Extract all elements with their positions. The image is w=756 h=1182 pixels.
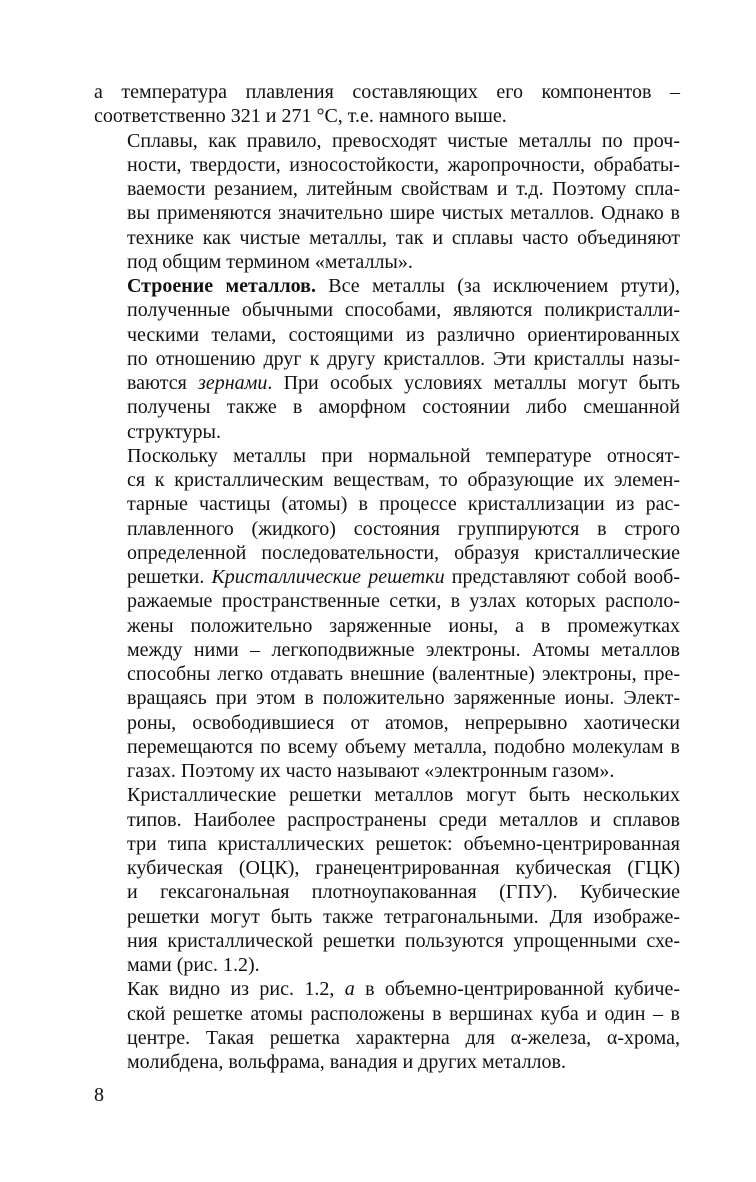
text-line: газах. Поэтому их часто называют «электронным газом». <box>127 760 615 782</box>
text-line: Сплавы, как правило, превосходят чистые металлы по проч- <box>127 129 680 152</box>
italic-term: зернами <box>198 372 268 394</box>
text-run: представляют собой вооб- <box>444 566 680 588</box>
text-line: ской решетке атомы расположены в вершинах куба и один – в <box>127 1002 680 1025</box>
text-line: определенной последовательности, образуя кристаллические <box>127 541 680 564</box>
paragraph-metal-structure <box>94 274 680 444</box>
text-line: соответственно 321 и 271 °С, т.е. намного выше. <box>94 105 507 128</box>
text-line: а температура плавления составляющих его компонентов – <box>94 81 680 103</box>
text-line <box>94 565 680 589</box>
text-line: Поскольку металлы при нормальной температуре относят- <box>127 444 680 467</box>
text-line: способны легко отдавать внешние (валентные) электроны, пре- <box>127 663 680 685</box>
text-line: тарные частицы (атомы) в процессе кристаллизации из рас- <box>127 493 680 516</box>
text-line: типов. Наиболее распространены среди металлов и сплавов <box>127 808 680 831</box>
text-line: по отношению друг к другу кристаллов. Эти кристаллы назы- <box>127 347 680 370</box>
text-line: структуры. <box>127 420 221 443</box>
text-line: технике как чистые металлы, так и сплавы часто объединяют <box>127 226 680 249</box>
text-line: роны, освободившиеся от атомов, непрерывно хаотически <box>127 711 680 734</box>
text-line: плавленного (жидкого) состояния группируются в строго <box>127 517 680 540</box>
text-line: и гексагональная плотноупакованная (ГПУ). Кубические <box>127 881 680 904</box>
text-line: ния кристаллической решетки пользуются упрощенными схе- <box>127 929 680 952</box>
text-run: . При особых условиях металлы могут быть <box>267 372 681 394</box>
text-line: три типа кристаллических решеток: объемно-центрированная <box>127 832 680 855</box>
text-line: получены также в аморфном состоянии либо смешанной <box>127 396 680 419</box>
text-line: полученные обычными способами, являются поликристалли- <box>127 299 680 322</box>
text-line <box>94 371 680 395</box>
text-line: вы применяются значительно шире чистых металлов. Однако в <box>127 202 680 225</box>
text-line <box>94 977 680 1001</box>
text-line: ваемости резанием, литейным свойствам и т.д. Поэтому спла- <box>127 178 680 200</box>
italic-figure-ref: а <box>344 978 355 1001</box>
text-line: между ними – легкоподвижные электроны. Атомы металлов <box>127 638 680 661</box>
text-line: мами (рис. 1.2). <box>127 954 260 976</box>
text-run: решетки. <box>127 566 212 588</box>
text-line: вращаясь при этом в положительно заряженные ионы. Элект- <box>127 687 680 710</box>
italic-term: Кристаллические решетки <box>211 566 445 588</box>
text-run: ваются <box>127 372 199 394</box>
text-line <box>94 274 680 298</box>
text-line: центре. Такая решетка характерна для α-железа, α-хрома, <box>127 1026 680 1049</box>
text-line: ческими телами, состоящими из различно ориентированных <box>127 323 680 346</box>
text-line: ся к кристаллическим веществам, то образующие их элемен- <box>127 469 680 491</box>
text-line: решетки могут быть также тетрагональными. Для изображе- <box>127 905 680 928</box>
text-line: Кристаллические решетки металлов могут быть нескольких <box>127 784 680 807</box>
text-line: ражаемые пространственные сетки, в узлах которых располо- <box>127 590 680 613</box>
text-line: перемещаются по всему объему металла, подобно молекулам в <box>127 735 680 758</box>
text-line: ности, твердости, износостойкости, жаропрочности, обрабаты- <box>127 153 680 176</box>
text-line: под общим термином «металлы». <box>127 250 413 273</box>
paragraph-continuation <box>94 80 680 129</box>
paragraph-bcc-lattice <box>94 977 680 1074</box>
text-run: Как видно из рис. 1.2, <box>127 978 345 1001</box>
paragraph-lattice-types <box>94 783 680 977</box>
text-line: молибдена, вольфрама, ванадия и других металлов. <box>127 1051 566 1073</box>
text-line: кубическая (ОЦК), гранецентрированная кубическая (ГЦК) <box>127 857 680 879</box>
text-run: в объемно-центрированной кубиче- <box>354 978 680 1001</box>
text-run: Все металлы (за исключением ртути), <box>315 275 680 297</box>
paragraph-alloys <box>94 129 680 275</box>
paragraph-crystal-lattice <box>94 444 680 784</box>
page-number: 8 <box>94 1084 104 1106</box>
text-line: жены положительно заряженные ионы, а в промежутках <box>127 614 680 637</box>
section-heading-inline: Строение металлов. <box>127 275 316 297</box>
